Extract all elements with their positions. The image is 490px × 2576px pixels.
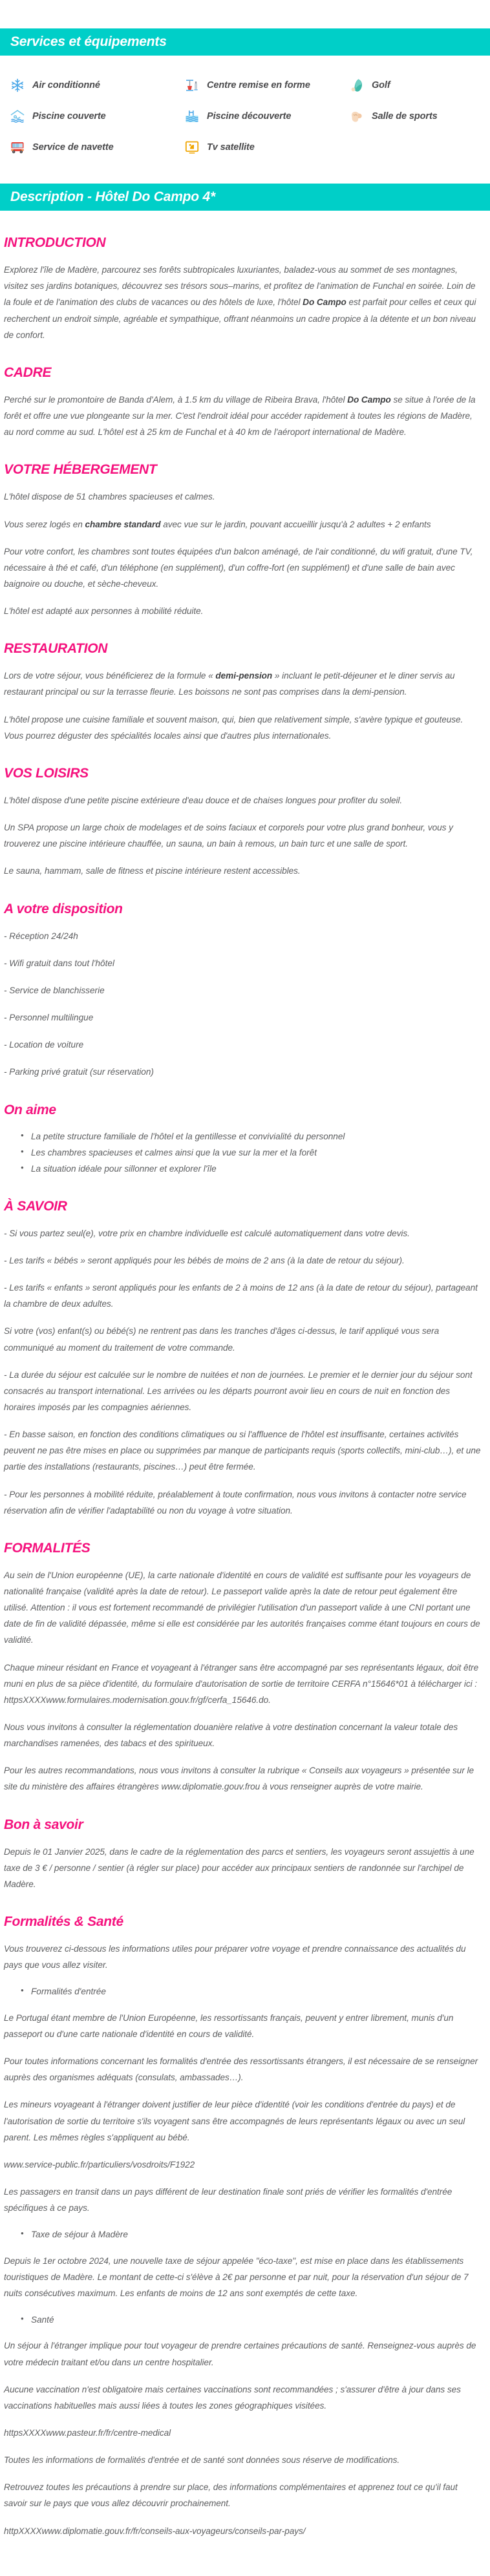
taxe-sejour-list (4, 2227, 482, 2242)
paragraph-a-savoir-7: - Pour les personnes à mobilité réduite, préalablement à toute confirmation, nous vous invitons à contacter notre service réservation afin de vérifier l'adaptabilité ou non du voyage à votre situation. (4, 1489, 467, 1515)
heading-cadre: CADRE (4, 364, 52, 380)
description-body (0, 235, 490, 2576)
paragraph-restauration-2: L'hôtel propose une cuisine familiale et souvent maison, qui, bien que relativement simple, s'avère typique et gouteuse. Vous pourrez déguster des spécialités locales ainsi que d'autres plus internationales. (4, 714, 463, 741)
heading-vos-loisirs: VOS LOISIRS (4, 765, 89, 781)
link-service-public[interactable]: www.service-public.fr/particuliers/vosdroits/F1922 (4, 2159, 195, 2170)
service-item-service-de-navette (9, 132, 184, 163)
gym-muscle-icon (348, 108, 365, 125)
service-item-air-conditionne (9, 70, 184, 101)
outdoor-pool-icon (184, 108, 200, 125)
paragraph-hebergement-3: Pour votre confort, les chambres sont toutes équipées d'un balcon aménagé, de l'air conditionné, du wifi gratuit, d'une TV, nécessaire à thé et café, d'un téléphone (en supplément), d'un coffre-fort (en supplément) et d'une salle de bain avec baignoire ou douche, et sèche-cheveux. (4, 546, 473, 589)
list-item: • La situation idéale pour sillonner et explorer l'île (31, 1161, 482, 1176)
service-label: Tv satellite (207, 142, 255, 153)
paragraph-a-savoir-3: - Les tarifs « enfants » seront appliqués pour les enfants de 2 à moins de 12 ans (à la date de retour du séjour), partageant la chambre de deux adultes. (4, 1283, 478, 1309)
paragraph-entree-4: Les passagers en transit dans un pays différent de leur destination finale sont priés de vérifier les formalités d'entrée spécifiques à ce pays. (4, 2186, 453, 2213)
service-item-tv-satellite (184, 132, 348, 163)
list-item: • La petite structure familiale de l'hôtel et la gentillesse et convivialité du personnel (31, 1129, 482, 1144)
link-diplomatie-conseils[interactable]: httpXXXXwww.diplomatie.gouv.fr/fr/conseils-aux-voyageurs/conseils-par-pays/ (4, 2526, 306, 2536)
hotel-description-page (0, 28, 490, 2576)
service-item-piscine-couverte (9, 101, 184, 132)
services-grid (0, 56, 490, 165)
paragraph-taxe-sejour: Depuis le 1er octobre 2024, une nouvelle taxe de séjour appelée "éco-taxe", est mise en place dans les établissements touristiques de Madère. Le montant de cette-ci s'élève à 2€ par personne et par nuit, pour la réservation d'un séjour de 7 nuits consécutives maximum. Les enfants de moins de 12 ans sont exemptés de cette taxe. (4, 2255, 469, 2298)
paragraph-introduction: Explorez l'île de Madère, parcourez ses forêts subtropicales luxuriantes, baladez-vous au sommet de ses montagnes, visitez ses jardins botaniques, découvrez ses trésors sous–marins, et profitez de l'animation de Funchal en soirée. Loin de la foule et de l'animation des clubs de vacances ou des hôtels de luxe, l'hôtel Do Campo est parfait pour celles et ceux qui recherchent un endroit simple, agréable et sympathique, offrant néanmoins un cadre propice à la détente et un bon niveau de confort. (4, 265, 476, 340)
snowflake-icon (9, 77, 26, 94)
services-section-banner: Services et équipements (0, 28, 490, 56)
paragraph-bon-a-savoir: Depuis le 01 Janvier 2025, dans le cadre de la réglementation des parcs et sentiers, les voyageurs seront assujettis à une taxe de 3 € / personne / sentier (à régler sur place) pour accéder aux principaux sentiers de randonnée sur l'archipel de Madère. (4, 1846, 474, 1889)
heading-on-aime: On aime (4, 1102, 56, 1117)
formalites-entree-list (4, 1984, 482, 1999)
paragraph-restauration-1: Lors de votre séjour, vous bénéficierez de la formule « demi-pension » incluant le petit-déjeuner et le diner servis au restaurant principal ou sur la terrasse fleurie. Les boissons ne sont pas comprises dans la demi-pension. (4, 671, 455, 697)
golf-icon (348, 77, 365, 94)
heading-introduction: INTRODUCTION (4, 235, 106, 250)
paragraph-loisirs-3: Le sauna, hammam, salle de fitness et piscine intérieure restent accessibles. (4, 866, 301, 876)
service-label: Centre remise en forme (207, 80, 310, 90)
indoor-pool-icon (9, 108, 26, 125)
service-label: Piscine découverte (207, 111, 292, 121)
disposition-line: - Location de voiture (4, 1040, 84, 1050)
link-pasteur[interactable]: httpsXXXXwww.pasteur.fr/fr/centre-medical (4, 2427, 171, 2438)
service-label: Golf (372, 80, 390, 90)
heading-formalites: FORMALITÉS (4, 1540, 91, 1556)
disposition-line: - Personnel multilingue (4, 1013, 94, 1023)
disposition-line: - Service de blanchisserie (4, 985, 105, 995)
list-item: • Santé (31, 2312, 482, 2327)
on-aime-list (4, 1129, 482, 1177)
satellite-tv-icon (184, 139, 200, 156)
disposition-line: - Wifi gratuit dans tout l'hôtel (4, 958, 114, 968)
paragraph-sante-3: Toutes les informations de formalités d'entrée et de santé sont données sous réserve de modifications. (4, 2455, 400, 2465)
paragraph-formalites-4: Pour les autres recommandations, nous vous invitons à consulter la rubrique « Conseils aux voyageurs » présentée sur le site du ministère des affaires étrangères www.diplomatie.gouv.frou à vous renseigner auprès de votre mairie. (4, 1766, 474, 1792)
service-label: Air conditionné (32, 80, 100, 90)
paragraph-cadre: Perché sur le promontoire de Banda d'Alem, à 1.5 km du village de Ribeira Brava, l'hôtel Do Campo se situe à l'orée de la forêt et offre une vue plongeante sur la mer. C'est l'endroit idéal pour accéder rapidement à toutes les régions de Madère, au nord comme au sud. L'hôtel est à 25 km de Funchal et à 40 km de l'aéroport international de Madère. (4, 394, 476, 438)
heading-a-votre-disposition: A votre disposition (4, 901, 123, 916)
paragraph-hebergement-1: L'hôtel dispose de 51 chambres spacieuses et calmes. (4, 492, 215, 502)
description-section-banner: Description - Hôtel Do Campo 4* (0, 184, 490, 211)
paragraph-formalites-1: Au sein de l'Union européenne (UE), la carte nationale d'identité en cours de validité est suffisante pour les voyageurs de nationalité française (validité après la date de retour). Le passeport valide après la date de retour peut également être utilisé. Attention : il vous est fortement recommandé de privilégier l'utilisation d'un passeport valide à une CNI portant une date de fin de validité dépassée, même si elle est considérée par les autorités françaises comme étant toujours en cours de validité. (4, 1570, 480, 1645)
heading-votre-hebergement: VOTRE HÉBERGEMENT (4, 462, 157, 478)
service-item-golf (348, 70, 490, 101)
heading-a-savoir: À SAVOIR (4, 1198, 67, 1214)
paragraph-formalites-2: Chaque mineur résidant en France et voyageant à l'étranger sans être accompagné par ses représentants légaux, doit être muni en plus de sa pièce d'identité, du formulaire d'autorisation de sortie de territoire CERFA n°15646*01 à télécharger ici : httpsXXXXwww.formulaires.modernisation.gouv.fr/gf/cerfa_15646.do. (4, 1662, 479, 1705)
paragraph-sante-1: Un séjour à l'étranger implique pour tout voyageur de prendre certaines précautions de santé. Renseignez-vous auprès de votre médecin traitant et/ou dans un centre hospitalier. (4, 2341, 476, 2367)
disposition-line: - Parking privé gratuit (sur réservation) (4, 1067, 154, 1077)
disposition-line: - Réception 24/24h (4, 931, 78, 941)
paragraph-loisirs-1: L'hôtel dispose d'une petite piscine extérieure d'eau douce et de chaises longues pour profiter du soleil. (4, 796, 403, 805)
shuttle-bus-icon (9, 139, 26, 156)
paragraph-a-savoir-6: - En basse saison, en fonction des conditions climatiques ou si l'affluence de l'hôtel est insuffisante, certaines activités peuvent ne pas être mises en place ou supprimées par manque de participants requis (sports collectifs, mini-club…), et une partie des installations (restaurants, piscines…) peut être fermée. (4, 1430, 481, 1472)
list-item: • Taxe de séjour à Madère (31, 2227, 482, 2242)
service-item-salle-de-sports (348, 101, 490, 132)
service-label: Service de navette (32, 142, 114, 153)
fitness-center-icon (184, 77, 200, 94)
list-item: • Les chambres spacieuses et calmes ainsi que la vue sur la mer et la forêt (31, 1145, 482, 1160)
paragraph-sante-2: Aucune vaccination n'est obligatoire mais certaines vaccinations sont recommandées ; s'assurer d'être à jour dans ses vaccinations habituelles mais aussi liées à toutes les zones géographiques visitées. (4, 2384, 461, 2411)
heading-formalites-sante: Formalités & Santé (4, 1914, 123, 1930)
paragraph-a-savoir-1: - Si vous partez seul(e), votre prix en chambre individuelle est calculé automatiquement dans votre devis. (4, 1228, 410, 1238)
paragraph-a-savoir-5: - La durée du séjour est calculée sur le nombre de nuitées et non de journées. Le premier et le dernier jour du séjour sont consacrés au transport international. Les arrivées ou les départs pourront avoir lieu en cours de nuit en fonction des horaires imposés par les compagnies aériennes. (4, 1369, 473, 1412)
paragraph-hebergement-2: Vous serez logés en chambre standard avec vue sur le jardin, pouvant accueillir jusqu'à 2 adultes + 2 enfants (4, 519, 431, 529)
paragraph-sante-4: Retrouvez toutes les précautions à prendre sur place, des informations complémentaires et apprenez tout ce qu'il faut savoir sur le pays que vous allez découvrir prochainement. (4, 2482, 458, 2509)
service-label: Salle de sports (372, 111, 438, 121)
heading-bon-a-savoir: Bon à savoir (4, 1817, 83, 1832)
paragraph-entree-1: Le Portugal étant membre de l'Union Européenne, les ressortissants français, peuvent y entrer librement, munis d'un passeport ou d'une carte nationale d'identité en cours de validité. (4, 2012, 454, 2039)
paragraph-sante-intro: Vous trouverez ci-dessous les informations utiles pour préparer votre voyage et prendre connaissance des actualités du pays que vous allez visiter. (4, 1944, 466, 1970)
heading-restauration: RESTAURATION (4, 641, 108, 657)
service-item-piscine-decouverte (184, 101, 348, 132)
paragraph-a-savoir-4: Si votre (vos) enfant(s) ou bébé(s) ne rentrent pas dans les tranches d'âges ci-dessus, le tarif appliqué vous sera communiqué au moment du traitement de votre commande. (4, 1326, 440, 1353)
paragraph-loisirs-2: Un SPA propose un large choix de modelages et de soins faciaux et corporels pour votre plus grand bonheur, vous y trouverez une piscine intérieure chauffée, un sauna, un bain à remous, un bain turc et une salle de sport. (4, 823, 453, 849)
service-item-centre-remise-en-forme (184, 70, 348, 101)
paragraph-a-savoir-2: - Les tarifs « bébés » seront appliqués pour les bébés de moins de 2 ans (à la date de retour du séjour). (4, 1255, 405, 1265)
paragraph-entree-3: Les mineurs voyageant à l'étranger doivent justifier de leur pièce d'identité (voir les conditions d'entrée du pays) et de l'autorisation de sortie du territoire s'ils voyagent sans être accompagnés de leurs représentants légaux ou avec un seul parent. Les mêmes règles s'appliquent au bébé. (4, 2100, 465, 2142)
paragraph-hebergement-4: L'hôtel est adapté aux personnes à mobilité réduite. (4, 606, 204, 617)
paragraph-entree-2: Pour toutes informations concernant les formalités d'entrée des ressortissants étrangers, il est nécessaire de se renseigner auprès des organismes adéquats (consulats, ambassades…). (4, 2056, 478, 2083)
paragraph-formalites-3: Nous vous invitons à consulter la réglementation douanière relative à votre destination concernant la valeur totale des marchandises ramenées, des tabacs et des spiritueux. (4, 1722, 458, 1749)
sante-list (4, 2312, 482, 2327)
service-label: Piscine couverte (32, 111, 106, 121)
list-item: • Formalités d'entrée (31, 1984, 482, 1999)
